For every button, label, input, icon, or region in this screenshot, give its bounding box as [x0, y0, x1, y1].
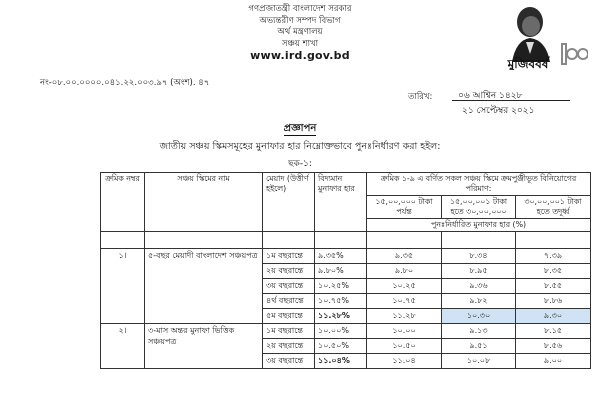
slab1-rate-cell: ১০.৫০: [367, 339, 442, 354]
spacer-row: [101, 232, 591, 249]
slab1-rate-cell: ১০.২৫: [367, 279, 442, 294]
current-rate-cell: ১০.৭৫%: [315, 294, 367, 309]
slab3-rate-cell: ৮.৫৬: [516, 339, 591, 354]
slab3-rate-cell: ৯.০০: [516, 354, 591, 369]
slab2-rate-cell: ৮.৩৪: [442, 249, 516, 264]
letterhead: [150, 4, 450, 62]
slab2-rate-cell: ৯.১৩: [442, 324, 516, 339]
chart-label: ছক-১:: [288, 159, 312, 169]
scheme-serial: ১।: [101, 249, 145, 324]
col-serial-header: ক্রমিক নম্বর: [101, 173, 145, 232]
term-cell: ২য় বছরান্তে: [263, 264, 315, 279]
current-rate-cell: ৯.৩৫%: [315, 249, 367, 264]
term-cell: ১ম বছরান্তে: [263, 324, 315, 339]
slab3-rate-cell: ৮.৫৫: [516, 279, 591, 294]
notice-title-text: প্রজ্ঞাপন: [283, 123, 317, 134]
slab2-rate-cell: ৯.৩৬: [442, 279, 516, 294]
slab3-rate-cell: ৮.৩৫: [516, 264, 591, 279]
current-rate-cell: ১০.২৫%: [315, 279, 367, 294]
scheme-name: ৫-বছর মেয়াদী বাংলাদেশ সঞ্চয়পত্র: [145, 249, 263, 324]
slab2-rate-cell: ৮.৯৫: [442, 264, 516, 279]
slab1-rate-cell: ৯.৮০: [367, 264, 442, 279]
scheme-name: ৩-মাস অন্তর মুনাফা ভিত্তিক সঞ্চয়পত্র: [145, 324, 263, 369]
slab3-rate-cell: ৯.৩০: [516, 309, 591, 324]
current-rate-cell: ৯.৮০%: [315, 264, 367, 279]
reference-number: নং-০৮.০০.০০০০.০৪১.২২.০০৩.৯৭ (অংশ). ৪৭: [40, 78, 210, 88]
current-rate-cell: ১১.২৮%: [315, 309, 367, 324]
date-divider: [452, 100, 570, 101]
slab1-rate-cell: ১০.০০: [367, 324, 442, 339]
col-scheme-header: সঞ্চয় স্কিমের নাম: [145, 173, 263, 232]
col-slab1-header: ১৫,০০,০০০ টাকা পর্যন্ত: [367, 196, 442, 219]
col-term-header: মেয়াদ (উত্তীর্ণ হইলে): [263, 173, 315, 232]
division-name: অভ্যন্তরীণ সম্পদ বিভাগ: [259, 15, 341, 26]
col-revised-header: পুনঃনির্ধারিত মুনাফার হার (%): [367, 219, 591, 232]
term-cell: ৫ম বছরান্তে: [263, 309, 315, 324]
intro-text: জাতীয় সঞ্চয় স্কিমসমূহের মুনাফার হার নিম্নোক্তভাবে পুনঃনির্ধারণ করা হইল:: [159, 141, 441, 152]
term-cell: ১ম বছরান্তে: [263, 249, 315, 264]
govt-name: গণপ্রজাতন্ত্রী বাংলাদেশ সরকার: [248, 4, 352, 14]
slab1-rate-cell: ১০.৭৫: [367, 294, 442, 309]
term-cell: ৩য় বছরান্তে: [263, 279, 315, 294]
current-rate-cell: ১১.০৪%: [315, 354, 367, 369]
current-rate-cell: ১০.০০%: [315, 324, 367, 339]
date-bangla: ০৬ আশ্বিন ১৪২৮: [458, 91, 523, 101]
slab2-rate-cell: ৯.৮২: [442, 294, 516, 309]
date-english: ২১ সেপ্টেম্বর ২০২১: [462, 106, 535, 116]
slab1-rate-cell: ১১.২৮: [367, 309, 442, 324]
slab1-rate-cell: ১১.০৪: [367, 354, 442, 369]
branch-name: সঞ্চয় শাখা: [281, 38, 319, 49]
current-rate-cell: ১০.৫০%: [315, 339, 367, 354]
notice-title: [0, 121, 600, 138]
website-link[interactable]: www.ird.gov.bd: [250, 49, 350, 62]
col-group-header: ক্রমিক ১-৯ এ বর্ণিত সকল সঞ্চয় স্কিমে ক্রমপুঞ্জীভূত বিনিয়োগের পরিমাণ:: [367, 173, 591, 196]
scheme-serial: ২।: [101, 324, 145, 369]
term-cell: ৪র্থ বছরান্তে: [263, 294, 315, 309]
slab2-rate-cell: ১০.৩০: [442, 309, 516, 324]
col-slab2-header: ১৫,০০,০০১ টাকা হতে ৩০,০০,০০০: [442, 196, 516, 219]
date-label: তারিখ:: [408, 92, 433, 102]
profit-rate-table: [100, 172, 591, 369]
logo-caption: মুজিববর্ষ: [507, 57, 549, 70]
term-cell: ২য় বছরান্তে: [263, 339, 315, 354]
table-header-row: [101, 173, 591, 196]
slab2-rate-cell: ১০.০৮: [442, 354, 516, 369]
slab1-rate-cell: ৯.৩৫: [367, 249, 442, 264]
slab3-rate-cell: ৮.১৫: [516, 324, 591, 339]
table-row: [101, 324, 591, 339]
table-row: [101, 249, 591, 264]
term-cell: ৩য় বছরান্তে: [263, 354, 315, 369]
ministry-name: অর্থ মন্ত্রণালয়: [277, 27, 323, 37]
slab3-rate-cell: ৮.৮৬: [516, 294, 591, 309]
slab3-rate-cell: ৭.৩৯: [516, 249, 591, 264]
slab2-rate-cell: ৯.৫১: [442, 339, 516, 354]
mujib-borsho-logo: [492, 4, 588, 70]
col-current-rate-header: বিদ্যমান মুনাফার হার: [315, 173, 367, 232]
col-slab3-header: ৩০,০০,০০১ টাকা হতে তদূর্ধ্ব: [516, 196, 591, 219]
